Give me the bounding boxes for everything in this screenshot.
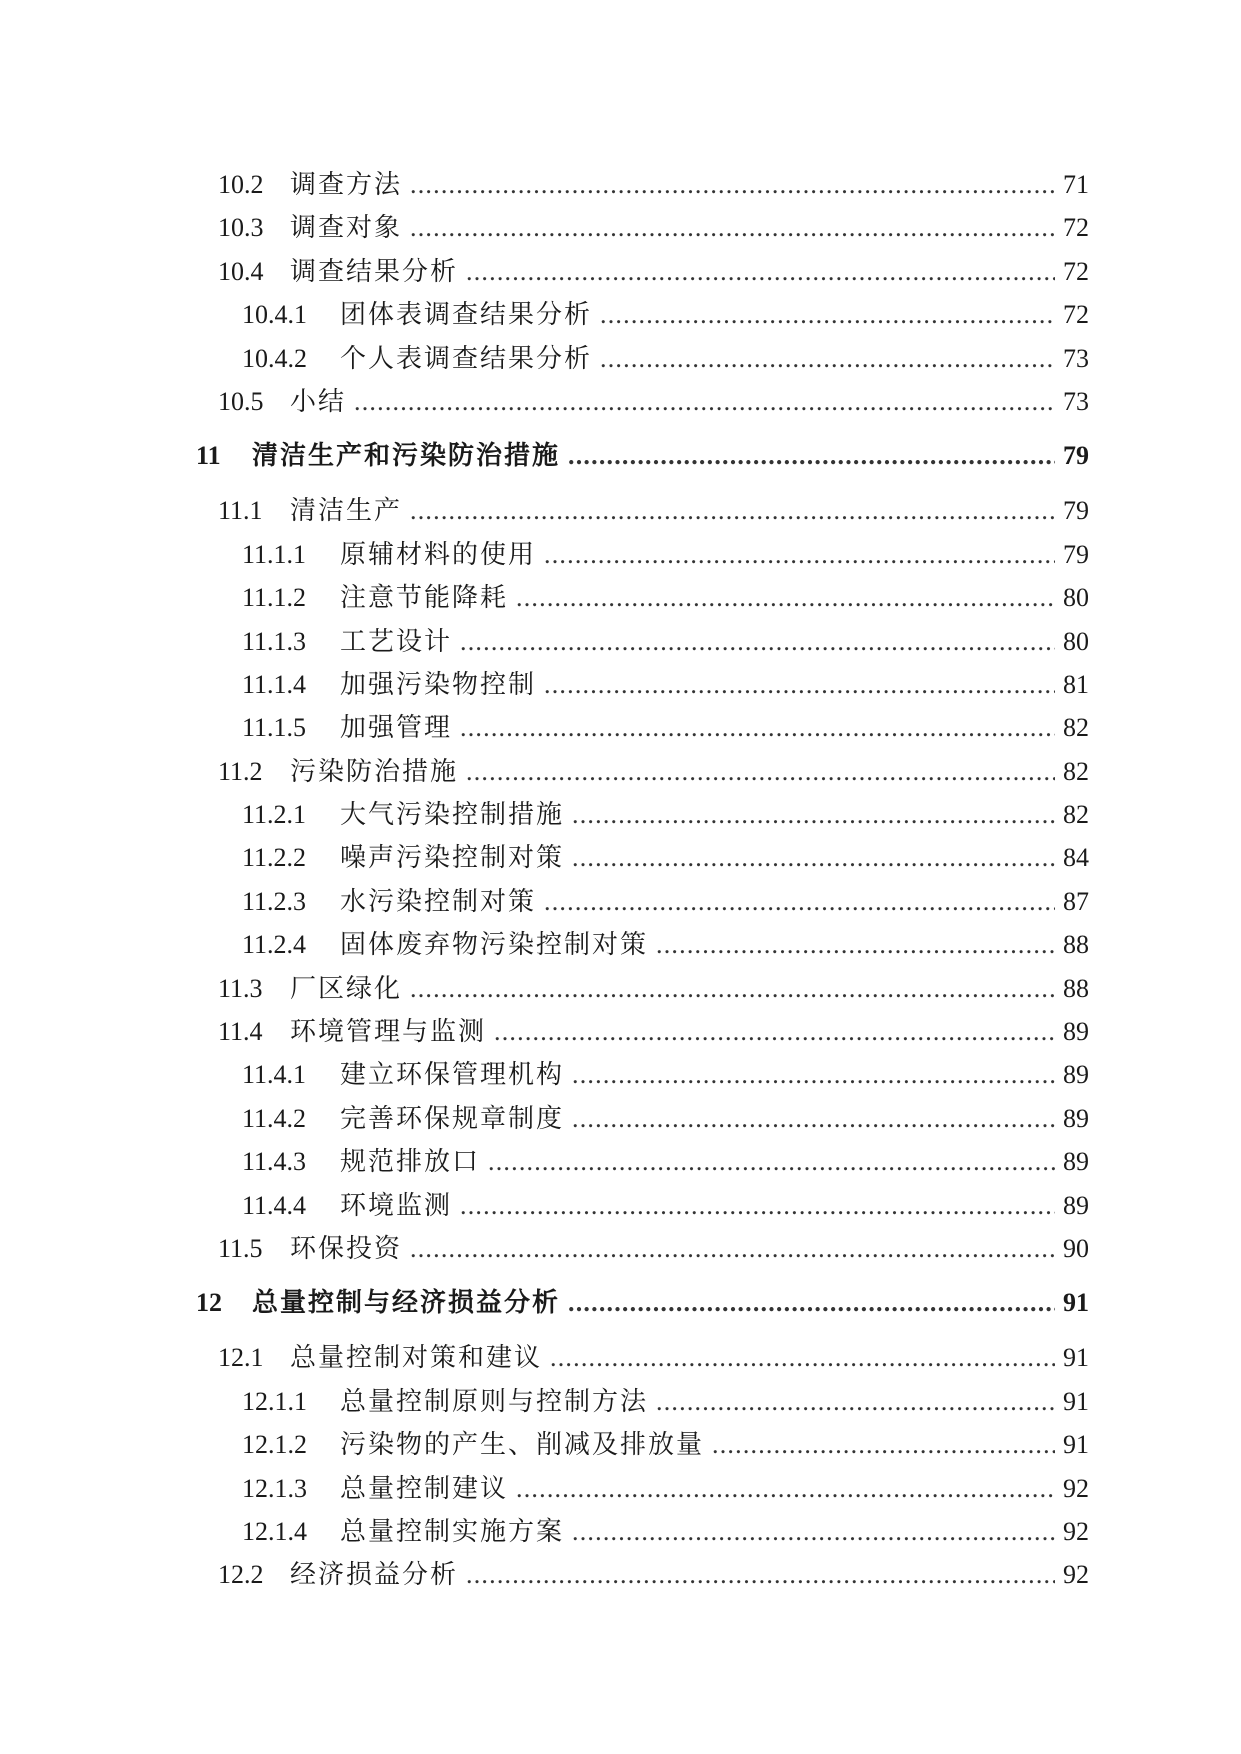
toc-section-entry[interactable] <box>0 489 1241 532</box>
toc-page-number: 82 <box>1063 713 1089 743</box>
toc-entry-title: 调查方法 <box>290 170 403 199</box>
toc-page-number: 80 <box>1063 583 1089 613</box>
toc-subsection-entry[interactable] <box>0 1184 1241 1227</box>
toc-dot-leader <box>572 793 1055 836</box>
toc-subsection-entry[interactable] <box>0 836 1241 879</box>
toc-entry-number: 11.1.5 <box>242 713 307 743</box>
toc-page-number: 79 <box>1063 496 1089 526</box>
toc-dot-leader <box>572 836 1055 879</box>
toc-page-number: 72 <box>1063 213 1089 243</box>
toc-dot-leader <box>410 206 1055 249</box>
toc-entry-title: 小结 <box>290 386 347 416</box>
toc-page-number: 89 <box>1063 1060 1089 1090</box>
toc-dot-leader <box>466 750 1055 793</box>
toc-subsection-entry[interactable] <box>0 880 1241 923</box>
toc-subsection-entry[interactable] <box>0 293 1241 336</box>
toc-entry-number: 12.1.2 <box>242 1430 307 1460</box>
toc-entry-title: 调查结果分析 <box>290 256 459 286</box>
toc-dot-leader <box>516 576 1055 619</box>
toc-subsection-entry[interactable] <box>0 1510 1241 1553</box>
toc-entry-number: 10.2 <box>218 170 264 199</box>
toc-dot-leader <box>656 1380 1055 1423</box>
toc-entry-title: 污染物的产生、削减及排放量 <box>340 1430 705 1460</box>
toc-dot-leader <box>600 337 1055 380</box>
toc-entry-title: 清洁生产 <box>290 496 403 526</box>
toc-dot-leader <box>516 1467 1055 1510</box>
toc-entry-title: 大气污染控制措施 <box>340 800 565 830</box>
toc-section-entry[interactable] <box>0 250 1241 293</box>
toc-entry-title: 环境管理与监测 <box>290 1017 487 1047</box>
toc-entry-number: 11.4.3 <box>242 1147 307 1177</box>
toc-page-number: 89 <box>1063 1147 1089 1177</box>
toc-entry-title: 加强污染物控制 <box>340 669 537 699</box>
toc-entry-number: 11.2.4 <box>242 930 307 960</box>
toc-dot-leader <box>656 923 1055 966</box>
toc-subsection-entry[interactable] <box>0 923 1241 966</box>
toc-page-number: 92 <box>1063 1473 1089 1503</box>
toc-entry-title: 工艺设计 <box>340 626 453 656</box>
toc-page-number: 79 <box>1063 539 1089 569</box>
toc-subsection-entry[interactable] <box>0 663 1241 706</box>
toc-entry-title: 清洁生产和污染防治措施 <box>252 441 561 471</box>
toc-dot-leader <box>410 967 1055 1010</box>
toc-subsection-entry[interactable] <box>0 576 1241 619</box>
toc-dot-leader <box>568 423 1055 489</box>
toc-chapter-entry[interactable] <box>0 423 1241 489</box>
toc-page-number: 91 <box>1063 1288 1089 1318</box>
toc-section-entry[interactable] <box>0 750 1241 793</box>
toc-page-number: 88 <box>1063 930 1089 960</box>
toc-dot-leader <box>460 620 1055 663</box>
toc-section-entry[interactable] <box>0 163 1241 206</box>
toc-entry-title: 污染防治措施 <box>290 756 459 786</box>
toc-page-number: 91 <box>1063 1386 1089 1416</box>
toc-dot-leader <box>410 163 1055 206</box>
toc-entry-number: 11.2.3 <box>242 886 307 916</box>
toc-entry-title: 固体废弃物污染控制对策 <box>340 930 649 960</box>
toc-section-entry[interactable] <box>0 380 1241 423</box>
toc-page-number: 73 <box>1063 386 1089 416</box>
toc-entry-number: 11.1.4 <box>242 669 307 699</box>
toc-entry-number: 10.4.1 <box>242 300 307 330</box>
toc-subsection-entry[interactable] <box>0 1097 1241 1140</box>
toc-entry-title: 总量控制对策和建议 <box>290 1343 543 1373</box>
toc-entry-number: 11.4.1 <box>242 1060 307 1090</box>
toc-section-entry[interactable] <box>0 1227 1241 1270</box>
toc-section-entry[interactable] <box>0 1336 1241 1379</box>
toc-page-number: 84 <box>1063 843 1089 873</box>
toc-dot-leader <box>410 1227 1055 1270</box>
toc-subsection-entry[interactable] <box>0 1467 1241 1510</box>
toc-entry-title: 建立环保管理机构 <box>340 1060 565 1090</box>
toc-subsection-entry[interactable] <box>0 533 1241 576</box>
toc-entry-title: 规范排放口 <box>340 1147 481 1177</box>
toc-subsection-entry[interactable] <box>0 706 1241 749</box>
toc-subsection-entry[interactable] <box>0 1053 1241 1096</box>
toc-dot-leader <box>712 1423 1055 1466</box>
toc-entry-number: 11.1 <box>218 496 263 526</box>
toc-dot-leader <box>488 1140 1055 1183</box>
toc-subsection-entry[interactable] <box>0 1140 1241 1183</box>
toc-page-number: 72 <box>1063 256 1089 286</box>
toc-section-entry[interactable] <box>0 967 1241 1010</box>
toc-entry-title: 注意节能降耗 <box>340 583 509 613</box>
toc-page-number: 73 <box>1063 343 1089 373</box>
toc-page-number: 82 <box>1063 800 1089 830</box>
toc-section-entry[interactable] <box>0 1010 1241 1053</box>
toc-subsection-entry[interactable] <box>0 1380 1241 1423</box>
toc-entry-number: 11.3 <box>218 973 263 1003</box>
toc-entry-title: 总量控制建议 <box>340 1473 509 1503</box>
toc-entry-number: 10.4.2 <box>242 343 307 373</box>
toc-page-number: 92 <box>1063 1516 1089 1546</box>
toc-entry-number: 10.3 <box>218 213 264 243</box>
toc-entry-number: 11.1.1 <box>242 539 307 569</box>
toc-dot-leader <box>544 663 1055 706</box>
toc-page-number: 89 <box>1063 1190 1089 1220</box>
toc-dot-leader <box>550 1336 1055 1379</box>
toc-entry-title: 个人表调查结果分析 <box>340 343 593 373</box>
toc-entry-number: 11.1.3 <box>242 626 307 656</box>
toc-page-number: 88 <box>1063 973 1089 1003</box>
toc-subsection-entry[interactable] <box>0 620 1241 663</box>
toc-page-number: 72 <box>1063 300 1089 330</box>
toc-page-number: 80 <box>1063 626 1089 656</box>
toc-dot-leader <box>600 293 1055 336</box>
toc-dot-leader <box>410 489 1055 532</box>
toc-dot-leader <box>460 1184 1055 1227</box>
toc-entry-title: 加强管理 <box>340 713 453 743</box>
toc-dot-leader <box>568 1270 1055 1336</box>
toc-entry-number: 12.1.1 <box>242 1386 307 1416</box>
toc-entry-title: 总量控制实施方案 <box>340 1516 565 1546</box>
toc-dot-leader <box>544 533 1055 576</box>
toc-subsection-entry[interactable] <box>0 793 1241 836</box>
toc-page-number: 91 <box>1063 1343 1089 1373</box>
toc-page-number: 92 <box>1063 1560 1089 1590</box>
toc-entry-title: 总量控制原则与控制方法 <box>340 1386 649 1416</box>
toc-entry-number: 11.2.1 <box>242 800 307 830</box>
toc-page-number: 71 <box>1063 170 1089 199</box>
toc-entry-number: 12.1 <box>218 1343 264 1373</box>
toc-entry-title: 调查对象 <box>290 213 403 243</box>
toc-entry-number: 11 <box>196 441 221 471</box>
toc-entry-title: 噪声污染控制对策 <box>340 843 565 873</box>
toc-entry-number: 11.4.2 <box>242 1103 307 1133</box>
toc-dot-leader <box>572 1510 1055 1553</box>
toc-dot-leader <box>572 1097 1055 1140</box>
toc-entry-number: 11.1.2 <box>242 583 307 613</box>
toc-entry-title: 水污染控制对策 <box>340 886 537 916</box>
toc-entry-title: 环境监测 <box>340 1190 453 1220</box>
toc-page-number: 79 <box>1063 441 1089 471</box>
toc-dot-leader <box>572 1053 1055 1096</box>
toc-section-entry[interactable] <box>0 1553 1241 1596</box>
toc-entry-title: 总量控制与经济损益分析 <box>252 1288 561 1318</box>
table-of-contents <box>0 163 1241 1597</box>
toc-page-number: 90 <box>1063 1233 1089 1263</box>
toc-section-entry[interactable] <box>0 206 1241 249</box>
toc-entry-number: 12.2 <box>218 1560 264 1590</box>
toc-dot-leader <box>494 1010 1055 1053</box>
toc-page-number: 91 <box>1063 1430 1089 1460</box>
toc-entry-title: 团体表调查结果分析 <box>340 300 593 330</box>
toc-entry-title: 厂区绿化 <box>290 973 403 1003</box>
toc-subsection-entry[interactable] <box>0 1423 1241 1466</box>
toc-page-number: 87 <box>1063 886 1089 916</box>
toc-page-number: 82 <box>1063 756 1089 786</box>
toc-subsection-entry[interactable] <box>0 337 1241 380</box>
toc-entry-number: 11.4.4 <box>242 1190 307 1220</box>
toc-page-number: 81 <box>1063 669 1089 699</box>
toc-entry-number: 12 <box>196 1288 222 1318</box>
toc-entry-number: 11.5 <box>218 1233 263 1263</box>
toc-entry-number: 11.2 <box>218 756 263 786</box>
toc-entry-title: 原辅材料的使用 <box>340 539 537 569</box>
toc-entry-number: 10.4 <box>218 256 264 286</box>
toc-entry-number: 12.1.3 <box>242 1473 307 1503</box>
toc-page-number: 89 <box>1063 1103 1089 1133</box>
toc-dot-leader <box>354 380 1055 423</box>
toc-entry-number: 10.5 <box>218 386 264 416</box>
toc-dot-leader <box>466 1553 1055 1596</box>
toc-entry-title: 环保投资 <box>290 1233 403 1263</box>
toc-chapter-entry[interactable] <box>0 1270 1241 1336</box>
toc-page-number: 89 <box>1063 1017 1089 1047</box>
toc-entry-number: 12.1.4 <box>242 1516 307 1546</box>
toc-entry-number: 11.4 <box>218 1017 263 1047</box>
toc-entry-title: 完善环保规章制度 <box>340 1103 565 1133</box>
toc-entry-number: 11.2.2 <box>242 843 307 873</box>
toc-dot-leader <box>460 706 1055 749</box>
toc-dot-leader <box>544 880 1055 923</box>
toc-entry-title: 经济损益分析 <box>290 1560 459 1590</box>
toc-dot-leader <box>466 250 1055 293</box>
